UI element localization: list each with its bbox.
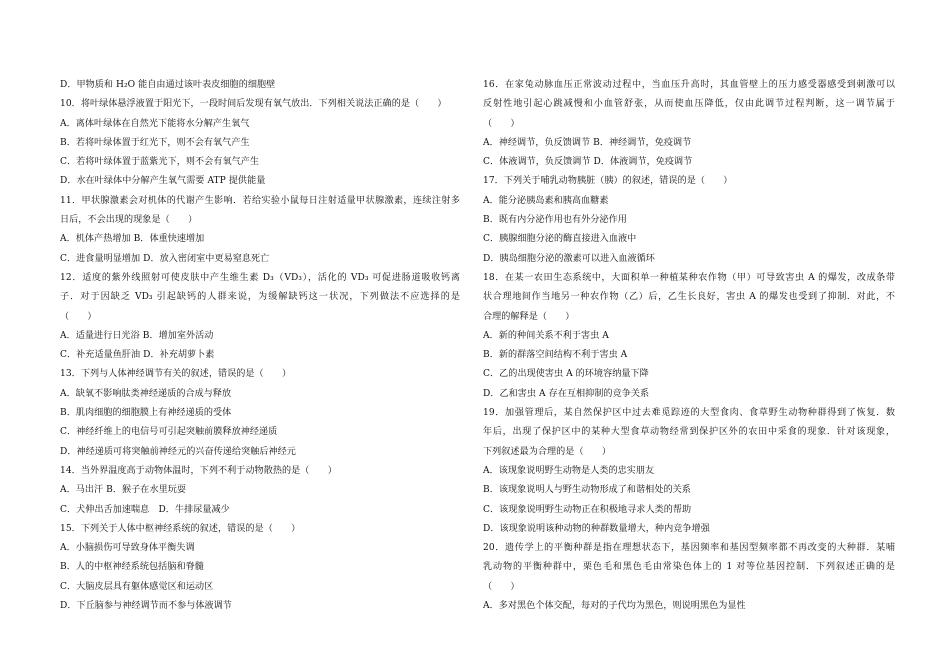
option-line: D．神经递质可将突触前神经元的兴奋传递给突触后神经元 <box>60 446 296 457</box>
text-line: （ ） <box>60 311 97 322</box>
text-line: （ ） <box>483 581 520 592</box>
text-line: 下列叙述最为合理的是（ ） <box>483 446 612 457</box>
option-line: C．若将叶绿体置于蓝紫光下，则不会有氧气产生 <box>60 157 260 168</box>
option-line: B．肌肉细胞的细胞膜上有神经递质的受体 <box>60 408 232 419</box>
text-line: 日后，不会出现的现象是（ ） <box>60 215 198 226</box>
option-line: A．新的种间关系不利于害虫 A <box>483 330 609 341</box>
option-line: A．机体产热增加 B．体重快速增加 <box>60 234 205 245</box>
question-19-stem: 19．加强管理后，某自然保护区中过去难觅踪迹的大型食肉、食草野生动物种群得到了恢复．数 <box>483 408 895 419</box>
option-line: C．犬伸出舌加速喘息 D．牛排尿量减少 <box>60 504 230 515</box>
option-line: A．马出汗 B．猴子在水里玩耍 <box>60 485 187 496</box>
text-line: 子．对于因缺乏 VD₃ 引起缺钙的人群来说，为缓解缺钙这一状况，下列做法不应选择的是 <box>60 292 460 303</box>
option-line: C．胰腺细胞分泌的酶直接进入血液中 <box>483 234 637 245</box>
option-line: C．乙的出现使害虫 A 的环境容纳量下降 <box>483 369 649 380</box>
option-line: D．下丘脑参与神经调节而不参与体液调节 <box>60 601 232 612</box>
question-13-stem: 13．下列与人体神经调节有关的叙述，错误的是（ ） <box>60 369 292 380</box>
option-line: A．缺氧不影响肽类神经递质的合成与释放 <box>60 388 232 399</box>
option-line: C．补充适量鱼肝油 D．补充胡萝卜素 <box>60 350 215 361</box>
option-line: D．乙和害虫 A 存在互相抑制的竞争关系 <box>483 388 650 399</box>
right-column <box>483 76 895 616</box>
option-line: B．人的中枢神经系统包括脑和脊髓 <box>60 562 204 573</box>
option-line: C．体液调节，负反馈调节 D．体液调节，免疫调节 <box>483 157 693 168</box>
question-17-stem: 17．下列关于哺乳动物胰脏（胰）的叙述，错误的是（ ） <box>483 176 733 187</box>
question-12-stem: 12．适度的紫外线照射可使皮肤中产生维生素 D₃（VD₃），活化的 VD₃ 可促进肠道吸收钙离 <box>60 272 460 283</box>
question-18-stem: 18．在某一农田生态系统中，大面积单一种植某种农作物（甲）可导致害虫 A 的爆发，改成条带 <box>483 272 895 283</box>
option-line: C．进食量明显增加 D．放入密闭室中更易窒息死亡 <box>60 253 270 264</box>
option-line: B．若将叶绿体置于红光下，则不会有氧气产生 <box>60 137 250 148</box>
question-11-stem: 11．甲状腺激素会对机体的代谢产生影响．若给实验小鼠每日注射适量甲状腺激素，连续注射多 <box>60 195 460 206</box>
text-line: D．甲物质和 H₂O 能自由通过该叶表皮细胞的细胞壁 <box>60 80 276 90</box>
text-line: 年后，出现了保护区中的某种大型食草动物经常到保护区外的农田中采食的现象．针对该现象， <box>483 427 895 438</box>
text-line: 反射性地引起心跳减慢和小血管舒张，从而使血压降低，仅由此调节过程判断，这一调节属于 <box>483 99 895 110</box>
question-20-stem: 20．遗传学上的平衡种群是指在理想状态下，基因频率和基因型频率都不再改变的大种群．某哺 <box>483 543 895 554</box>
option-line: D．水在叶绿体中分解产生氧气需要 ATP 提供能量 <box>60 176 266 187</box>
option-line: A．该现象说明野生动物是人类的忠实朋友 <box>483 465 655 476</box>
option-line: D．该现象说明该种动物的种群数量增大，种内竞争增强 <box>483 523 710 534</box>
option-line: B．新的群落空间结构不利于害虫 A <box>483 350 628 361</box>
option-line: A．小脑损伤可导致身体平衡失调 <box>60 543 195 554</box>
left-column <box>60 76 460 616</box>
question-10-stem: 10．将叶绿体悬浮液置于阳光下，一段时间后发现有氧气放出．下列相关说法正确的是（ ） <box>60 99 447 110</box>
text-line: 状合理地间作当地另一种农作物（乙）后，乙生长良好，害虫 A 的爆发也受到了抑制．对此，不 <box>483 292 895 303</box>
option-line: A．神经调节，负反馈调节 B．神经调节，免疫调节 <box>483 137 692 148</box>
option-line: A．多对黑色个体交配，每对的子代均为黑色，则说明黑色为显性 <box>483 601 746 612</box>
question-16-stem: 16．在家兔动脉血压正常波动过程中，当血压升高时，其血管壁上的压力感受器感受到刺激可以 <box>483 80 895 90</box>
option-line: A．能分泌胰岛素和胰高血糖素 <box>483 195 609 206</box>
option-line: A．离体叶绿体在自然光下能将水分解产生氧气 <box>60 118 250 129</box>
option-line: B．该现象说明人与野生动物形成了和谐相处的关系 <box>483 485 691 496</box>
option-line: B．既有内分泌作用也有外分泌作用 <box>483 215 627 226</box>
text-line: 乳动物的平衡种群中，栗色毛和黑色毛由常染色体上的 1 对等位基因控制．下列叙述正确的是 <box>483 562 895 573</box>
question-15-stem: 15．下列关于人体中枢神经系统的叙述，错误的是（ ） <box>60 523 301 534</box>
question-14-stem: 14．当外界温度高于动物体温时，下列不利于动物散热的是（ ） <box>60 465 337 476</box>
option-line: A．适量进行日光浴 B．增加室外活动 <box>60 330 214 341</box>
text-line: 合理的解释是（ ） <box>483 311 575 322</box>
option-line: C．神经纤维上的电信号可引起突触前膜释放神经递质 <box>60 427 278 438</box>
text-line: （ ） <box>483 118 520 129</box>
option-line: D．胰岛细胞分泌的激素可以进入血液循环 <box>483 253 655 264</box>
option-line: C．大脑皮层具有躯体感觉区和运动区 <box>60 581 214 592</box>
option-line: C．该现象说明野生动物正在积极地寻求人类的帮助 <box>483 504 692 515</box>
